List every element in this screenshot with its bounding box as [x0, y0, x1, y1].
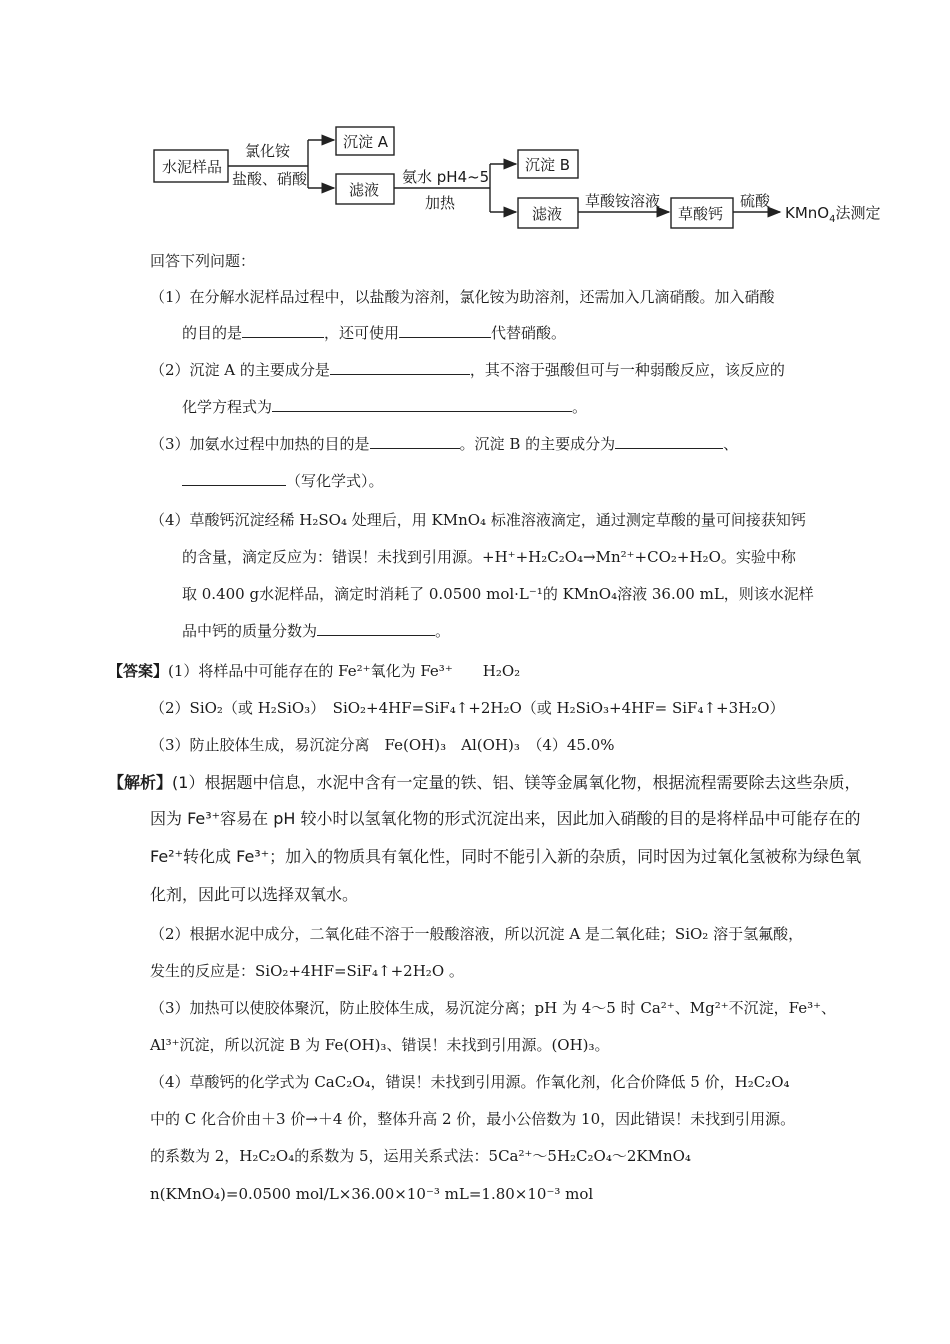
label-ppt-a: 沉淀 A — [343, 133, 389, 151]
label-filtrate2: 滤液 — [532, 205, 563, 223]
label-reagent-bottom: 盐酸、硝酸 — [232, 170, 308, 188]
analysis-p1-line3: Fe²⁺转化成 Fe³⁺；加入的物质具有氧化性，同时不能引入新的杂质，同时因为过氧化氢被称为绿色氧 — [150, 847, 862, 866]
analysis-label: 【解析】 — [108, 773, 173, 792]
q3-line1 — [150, 434, 738, 454]
q2-line2 — [182, 397, 587, 417]
q1-text-c: 代替硝酸。 — [491, 324, 567, 342]
label-oxalate-solution: 草酸铵溶液 — [585, 192, 661, 210]
q4-line2: 的含量，滴定反应为：错误！未找到引用源。+H⁺+H₂C₂O₄→Mn²⁺+CO₂+H₂O。实验中称 — [182, 548, 796, 566]
answer-line3: （3）防止胶体生成，易沉淀分离 Fe(OH)₃ Al(OH)₃ （4）45.0% — [150, 736, 615, 754]
analysis-p2-line1: （2）根据水泥中成分，二氧化硅不溶于一般酸溶液，所以沉淀 A 是二氧化硅；SiO₂ 溶于氢氟酸， — [150, 925, 804, 943]
analysis-p4-line3: 的系数为 2，H₂C₂O₄的系数为 5，运用关系式法：5Ca²⁺～5H₂C₂O₄～2KMnO₄ — [150, 1147, 691, 1165]
q2-text-a: （2）沉淀 A 的主要成分是 — [150, 361, 330, 379]
q1-blank-purpose[interactable] — [242, 323, 324, 338]
q4-line4 — [182, 621, 450, 641]
label-ca-oxalate: 草酸钙 — [678, 205, 724, 223]
analysis-p1-line2: 因为 Fe³⁺容易在 pH 较小时以氢氧化物的形式沉淀出来，因此加入硝酸的目的是将样品中可能存在的 — [150, 809, 861, 828]
label-reagent-top: 氯化铵 — [245, 142, 291, 160]
analysis-p4-line2: 中的 C 化合价由＋3 价→＋4 价，整体升高 2 价，最小公倍数为 10，因此错误！未找到引用源。 — [150, 1110, 796, 1128]
intro-text: 回答下列问题： — [150, 252, 256, 270]
label-kmno4-method: KMnO$_4$法测定 — [785, 204, 881, 225]
q2-blank-equation[interactable] — [272, 397, 572, 412]
q3-text-c: 、 — [723, 435, 739, 453]
q1-line2 — [182, 323, 566, 343]
q2-text-c: 化学方程式为 — [182, 398, 273, 416]
q3-blank-ppt-b2[interactable] — [182, 471, 286, 486]
q1-line1: （1）在分解水泥样品过程中，以盐酸为溶剂，氯化铵为助溶剂，还需加入几滴硝酸。加入硝酸 — [150, 288, 775, 306]
q4-line1: （4）草酸钙沉淀经稀 H₂SO₄ 处理后，用 KMnO₄ 标准溶液滴定，通过测定草酸的量可间接获知钙 — [150, 511, 806, 529]
q3-text-b: 。沉淀 B 的主要成分为 — [459, 435, 616, 453]
q4-text-b: 。 — [435, 622, 451, 640]
analysis-line1 — [108, 772, 860, 794]
analysis-p1-line4: 化剂，因此可以选择双氧水。 — [150, 885, 359, 904]
q3-line2 — [182, 471, 384, 491]
analysis-p1-1: (1）根据题中信息，水泥中含有一定量的铁、铝、镁等金属氧化物，根据流程需要除去这些杂质， — [172, 773, 861, 792]
analysis-p3-line2: Al³⁺沉淀，所以沉淀 B 为 Fe(OH)₃、错误！未找到引用源。(OH)₃。 — [150, 1036, 610, 1054]
q3-blank-ppt-b1[interactable] — [615, 434, 723, 449]
q2-text-d: 。 — [572, 398, 588, 416]
q1-text-b: ，还可使用 — [324, 324, 400, 342]
label-ppt-b: 沉淀 B — [525, 156, 571, 174]
q4-blank-ca-fraction[interactable] — [317, 621, 435, 636]
label-filtrate1: 滤液 — [349, 181, 380, 199]
q1-text-a: 的目的是 — [182, 324, 243, 342]
q2-blank-ppt-a[interactable] — [330, 360, 470, 375]
answer-text-1: (1）将样品中可能存在的 Fe²⁺氧化为 Fe³⁺ H₂O₂ — [168, 662, 521, 680]
label-sample: 水泥样品 — [162, 158, 223, 176]
analysis-p4-line4: n(KMnO₄)=0.0500 mol/L×36.00×10⁻³ mL=1.80×10⁻³ mol — [150, 1185, 594, 1203]
label-ammonia: 氨水 pH4~5 — [402, 168, 490, 186]
analysis-p2-line2: 发生的反应是：SiO₂+4HF=SiF₄↑+2H₂O 。 — [150, 962, 464, 980]
label-heat: 加热 — [425, 194, 456, 212]
analysis-p3-line1: （3）加热可以使胶体聚沉，防止胶体生成，易沉淀分离；pH 为 4～5 时 Ca²⁺、Mg²⁺不沉淀，Fe³⁺、 — [150, 999, 837, 1017]
q4-line3: 取 0.400 g水泥样品，滴定时消耗了 0.0500 mol·L⁻¹的 KMnO₄溶液 36.00 mL，则该水泥样 — [182, 585, 814, 603]
q4-text-a: 品中钙的质量分数为 — [182, 622, 318, 640]
analysis-p4-line1: （4）草酸钙的化学式为 CaC₂O₄，错误！未找到引用源。作氧化剂，化合价降低 5 价，H₂C₂O₄ — [150, 1073, 790, 1091]
q2-line1 — [150, 360, 785, 380]
q3-text-d: （写化学式）。 — [286, 472, 384, 490]
process-flow-diagram — [140, 118, 910, 236]
q3-text-a: （3）加氨水过程中加热的目的是 — [150, 435, 370, 453]
label-sulfuric: 硫酸 — [740, 192, 771, 210]
q2-text-b: ，其不溶于强酸但可与一种弱酸反应，该反应的 — [469, 361, 785, 379]
answer-line2: （2）SiO₂（或 H₂SiO₃） SiO₂+4HF=SiF₄↑+2H₂O（或 H₂SiO₃+4HF= SiF₄↑+3H₂O） — [150, 699, 785, 717]
q1-blank-substitute[interactable] — [399, 323, 491, 338]
answer-line1 — [108, 661, 520, 681]
answer-label: 【答案】 — [108, 662, 169, 680]
q3-blank-heating[interactable] — [370, 434, 460, 449]
